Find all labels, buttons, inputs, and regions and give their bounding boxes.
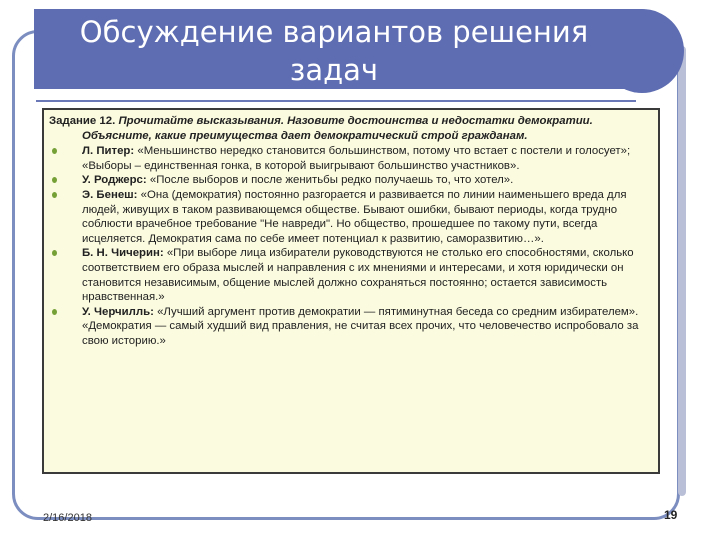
title-underline: [36, 100, 636, 102]
quote-author: У. Черчилль:: [82, 305, 154, 318]
quote-item: [49, 188, 656, 246]
task-paragraph: [49, 114, 656, 143]
quote-author: У. Роджерс:: [82, 174, 147, 187]
slide-title: Обсуждение вариантов решения задач: [79, 15, 589, 87]
task-label: Задание 12.: [49, 115, 116, 127]
quote-text: «При выборе лица избиратели руководствуются не столько его способностями, сколько соответствием его образа мыслей и направления с их мнениями и интересами, и хотя юридически он становится независимым, общение мыслей должно сохраняться постоянно; остается зависимость нравственная.»: [82, 247, 634, 304]
page-number: 19: [664, 508, 678, 522]
quote-author: Б. Н. Чичерин:: [82, 247, 164, 260]
bullet-icon: [52, 177, 57, 183]
decorative-stripe: [678, 46, 686, 496]
quote-item: [49, 246, 656, 304]
quote-item: [49, 305, 656, 349]
bullet-icon: [52, 148, 57, 154]
quote-author: Л. Питер:: [82, 145, 135, 158]
quote-item: [49, 173, 656, 188]
bullet-icon: [52, 192, 57, 198]
task-text: Прочитайте высказывания. Назовите достоинства и недостатки демократии. Объясните, какие преимущества дает демократический строй гражданам.: [82, 115, 593, 142]
slide-date: 2/16/2018: [43, 512, 92, 524]
quote-author: Э. Бенеш:: [82, 188, 138, 201]
quote-text: «Лучший аргумент против демократии — пятиминутная беседа со средним избирателем». «Демократия — самый худший вид правления, не считая всех прочих, что человечество испробовало за свою историю.»: [82, 305, 639, 347]
quote-text: «Меньшинство нередко становится большинством, потому что встает с постели и голосует»; «Выборы – единственная гонка, в которой выигрывают большинство участников».: [82, 145, 631, 172]
quote-text: «После выборов и после женитьбы редко получаешь то, что хотел».: [149, 174, 514, 187]
content-panel: [42, 108, 660, 474]
quote-text: «Она (демократия) постоянно разгорается и развивается по линии наименьшего вреда для людей, живущих в таком развивающемся обществе. Бывают ошибки, бывают периоды, когда трудно соблюсти врачебное требование "Не навреди". Но общество, прошедшее по такому пути, всегда исцеляется. Демократия сама по себе имеет потенциал к развитию, саморазвитию…».: [82, 188, 627, 245]
quote-list: [49, 144, 656, 348]
quote-item: [49, 144, 656, 173]
bullet-icon: [52, 250, 57, 256]
bullet-icon: [52, 309, 57, 315]
